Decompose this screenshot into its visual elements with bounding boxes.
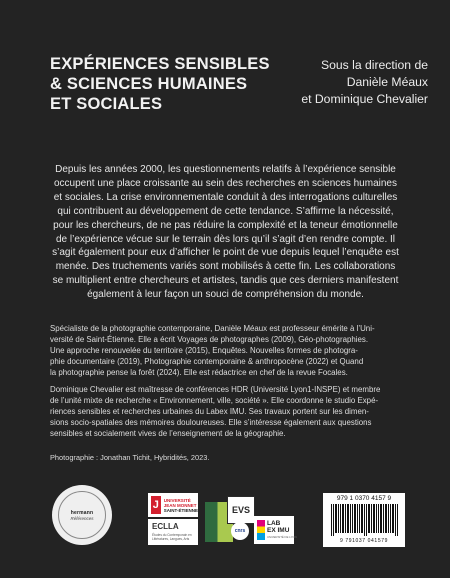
barcode-bars: [331, 504, 399, 536]
imu-label-line: LAB: [267, 520, 281, 527]
editors-line: et Dominique Chevalier: [301, 92, 428, 106]
ujm-line: SAINT-ÉTIENNE: [163, 507, 198, 513]
editors-credit: [258, 57, 428, 108]
bio-line: sions socio-spatiales des mémoires douloureuses. Elle s’intéresse également aux questions: [50, 418, 372, 428]
imu-subtitle: UNIVERSITÉ DE LYON: [267, 535, 297, 539]
labex-imu-logo: [254, 516, 297, 544]
evs-logo: EVS: [227, 496, 255, 524]
editors-line: Sous la direction de: [320, 58, 428, 72]
ean-number: 9 791037 041579: [340, 538, 388, 544]
title-line: EXPÉRIENCES SENSIBLES: [50, 55, 270, 73]
imu-label-line: EX IMU: [267, 527, 290, 534]
bio-meaux: [50, 323, 405, 378]
imu-label: [267, 520, 289, 534]
bio-line: versité de Saint-Étienne. Elle a écrit Voyages de photographes (2009), Géo-photographies.: [50, 335, 369, 345]
eclla-subtitle: Études du Contemporain en Littératures, Langues, Arts: [152, 533, 192, 541]
eclla-title: ECLLA: [152, 522, 179, 531]
book-summary: [48, 163, 403, 302]
book-title: [50, 54, 270, 114]
summary-line: s’agit également pour eux d’afficher le point de vue depuis lequel l’enquête est: [52, 247, 399, 259]
summary-line: et sociales. La crise environnementale conduit à des interrogations culturelles: [53, 191, 398, 203]
ujm-line: JEAN MONNET: [163, 502, 197, 508]
bio-line: riences sensibles et recherches urbaines du Labex IMU. Ses travaux portent sur les dimen-: [50, 407, 369, 417]
ujm-line: UNIVERSITÉ: [163, 497, 191, 503]
summary-line: se multiplient entre chercheurs et artistes, tandis que ces derniers manifestent: [52, 275, 399, 287]
bio-chevalier: [50, 384, 405, 439]
eclla-logo: [148, 519, 198, 545]
bio-line: de l’unité mixte de recherche « Environnement, ville, société ». Elle coordonne le studio Expé-: [50, 396, 379, 406]
bio-line: Spécialiste de la photographie contemporaine, Danièle Méaux est professeur émérite à l’Uni-: [50, 324, 375, 333]
summary-line: Depuis les années 2000, les questionnements relatifs à l’expérience sensible: [55, 164, 396, 175]
isbn-barcode: [323, 493, 405, 547]
bio-line: Une approche renouvelée du territoire (2015), Enquêtes. Nouvelles formes de photogra-: [50, 346, 358, 356]
cnrs-logo: cnrs: [231, 522, 249, 540]
summary-line: de l’expérience vécue sur le terrain dès lors qu’il s’agit d’en rendre compte. Il: [55, 233, 396, 245]
seal-ring: [58, 491, 106, 539]
summary-line: menée. Des truchements variés sont mobilisés à cette fin. Les collaborations: [55, 261, 396, 273]
bio-line: Dominique Chevalier est maîtresse de conférences HDR (Université Lyon1-INSPE) et membre: [50, 385, 381, 394]
ujm-logo: [148, 493, 198, 517]
bio-line: phie documentaire (2019), Photographie contemporaine & anthropocène (2022) et Quand: [50, 357, 364, 367]
summary-line: qui contribuent au développement de cette tendance. S’affirme la nécessité,: [57, 205, 394, 217]
bio-line: sensibles et socialement vives de l’enseignement de la géographie.: [50, 429, 286, 439]
publisher-name: hermann: [70, 509, 94, 516]
title-line: & SCIENCES HUMAINES: [50, 75, 248, 93]
bio-line: la photographie pense la forêt (2024). Elle est rédactrice en chef de la revue Focales.: [50, 368, 348, 378]
photo-credit: Photographie : Jonathan Tichit, Hybridités, 2023.: [50, 453, 210, 462]
summary-line: pour les chercheurs, de ne pas réduire la complexité et la teneur émotionnelle: [53, 219, 398, 231]
publisher-collection: Références: [70, 515, 94, 521]
isbn-number: 979 1 0370 4157 9: [336, 495, 392, 502]
ujm-mark: J: [151, 496, 161, 514]
imu-mark: [257, 520, 265, 540]
title-line: ET SOCIALES: [50, 95, 163, 113]
publisher-seal-logo: [52, 485, 112, 545]
summary-line: également à leur façon un souci de compréhension du monde.: [87, 289, 364, 301]
summary-line: occupent une place croissante au sein des recherches en sciences humaines: [54, 177, 397, 189]
editors-line: Danièle Méaux: [346, 75, 428, 89]
ujm-name: [164, 498, 198, 513]
